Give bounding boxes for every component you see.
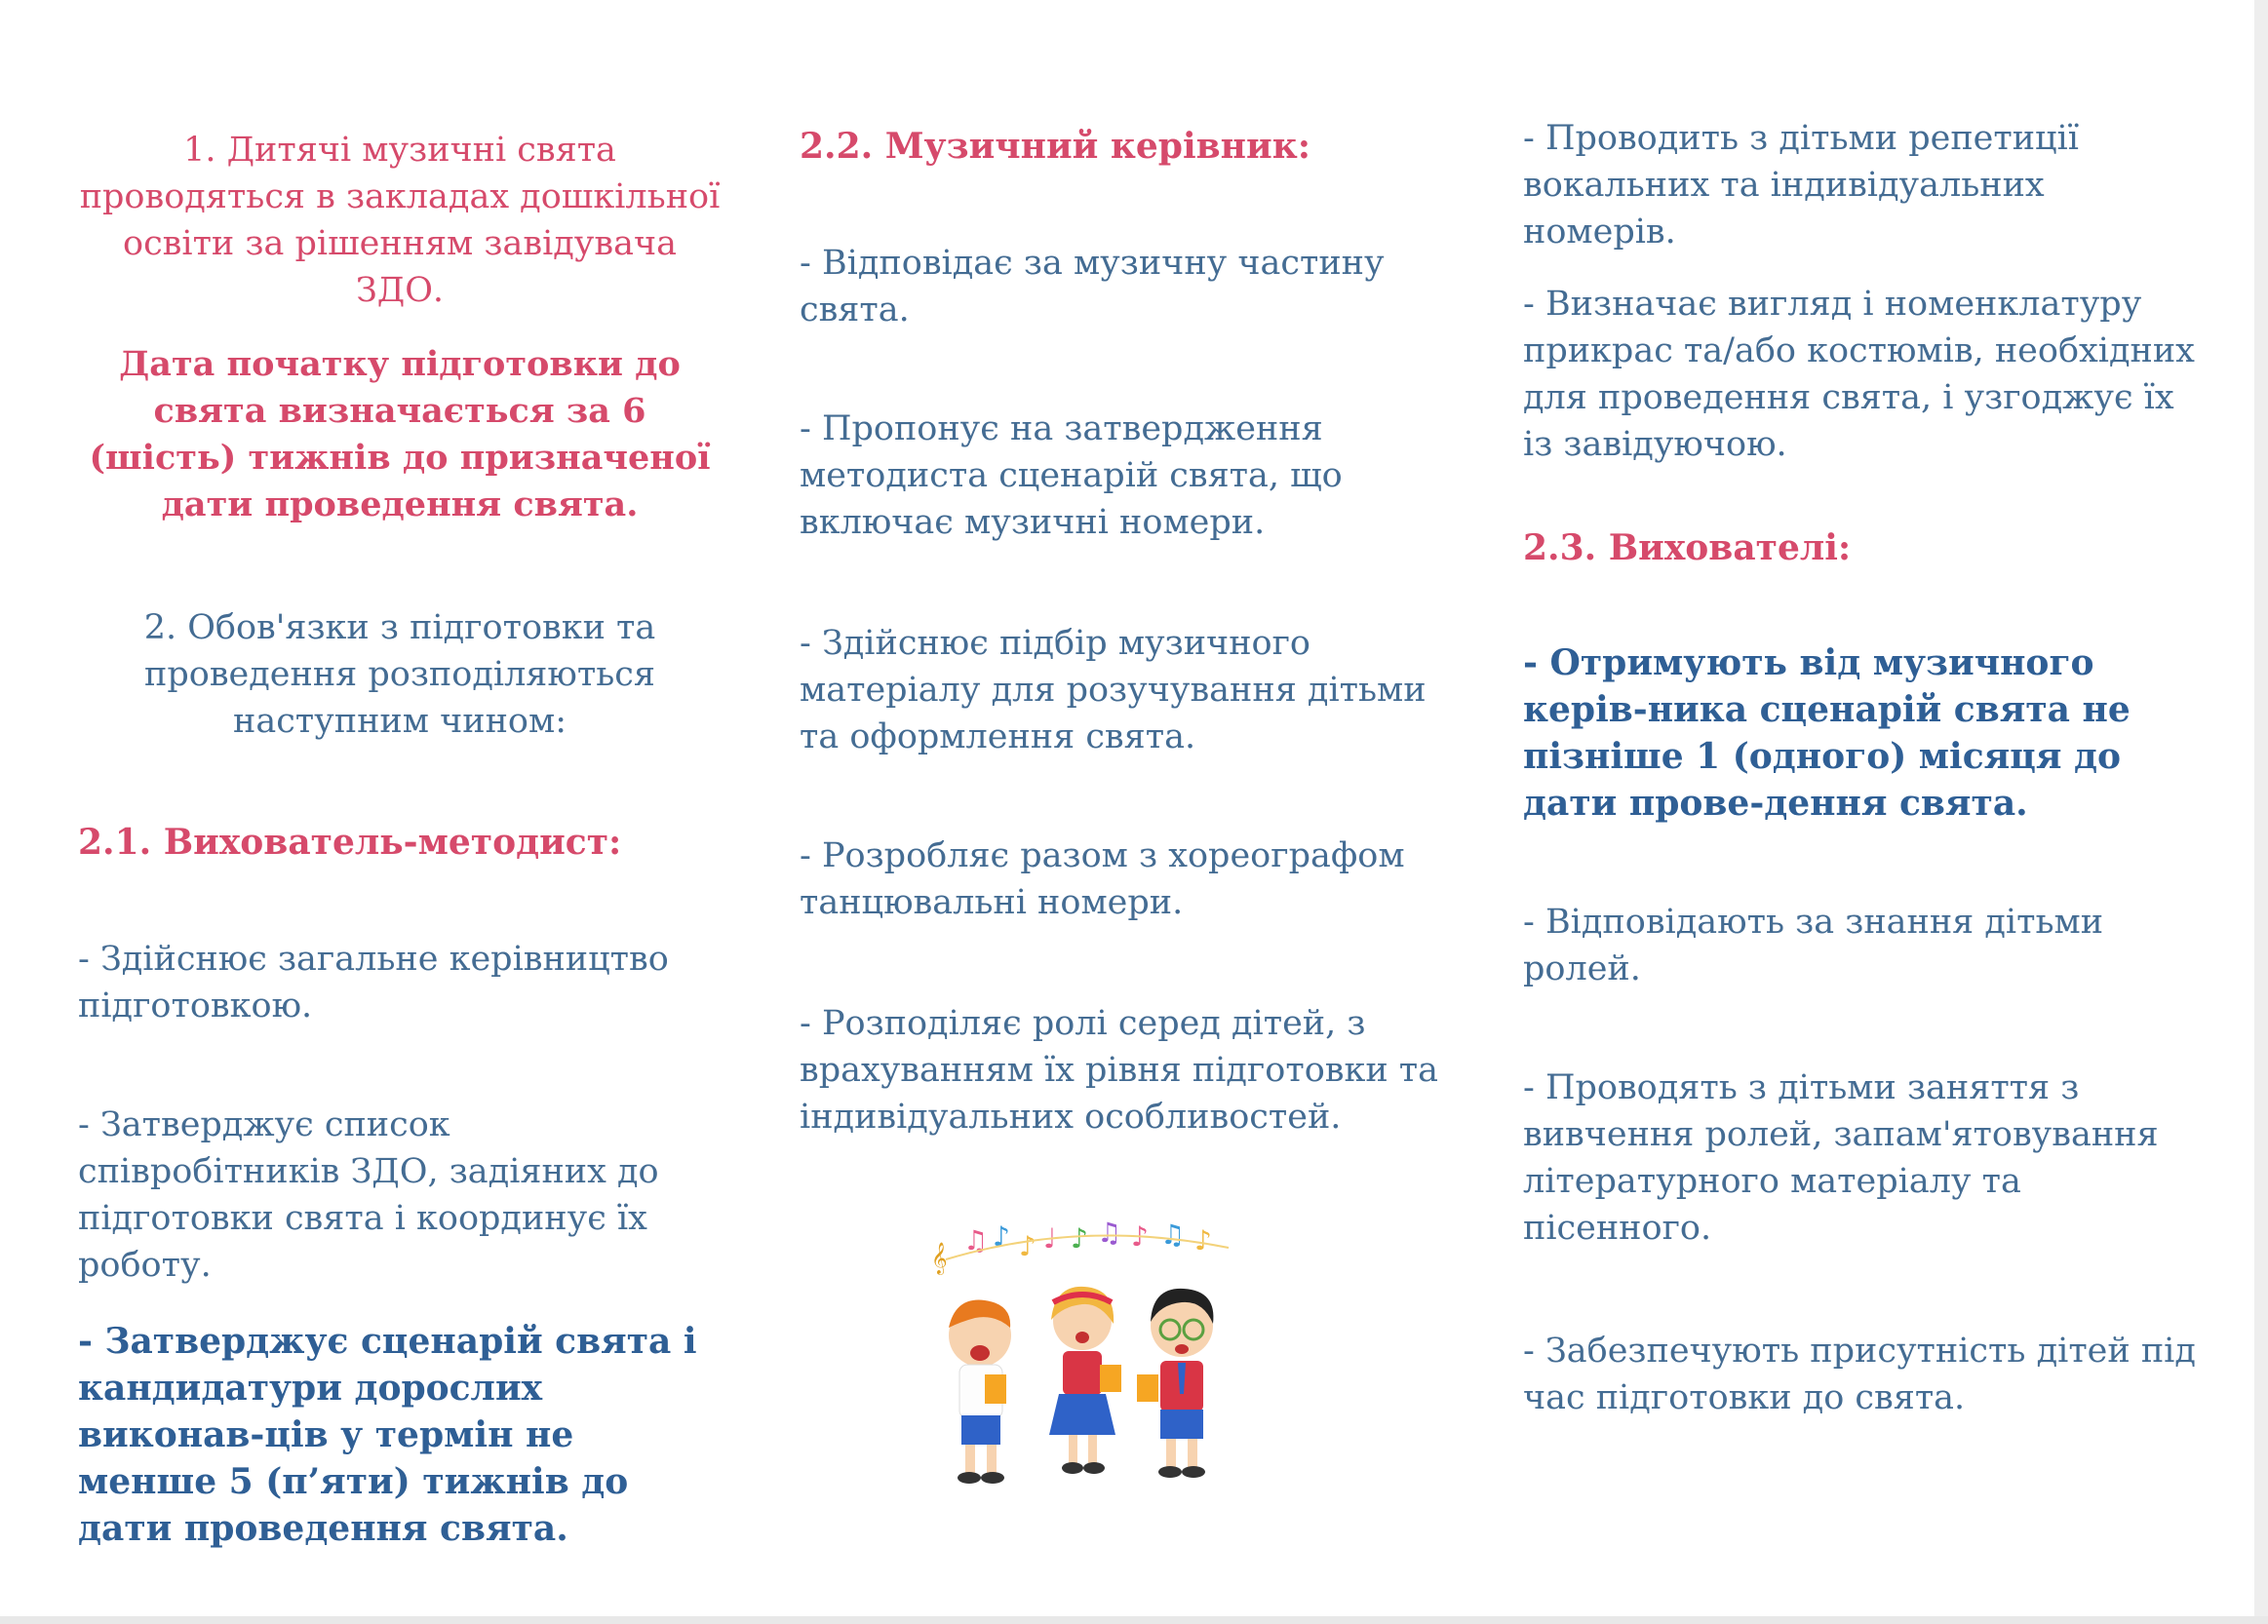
- methodist-heading: 2.1. Вихователь-методист:: [78, 822, 622, 863]
- svg-text:♪: ♪: [1071, 1222, 1088, 1255]
- svg-text:♫: ♫: [1097, 1218, 1122, 1249]
- music-notes-illustration: [926, 1218, 1248, 1511]
- methodist-item-2: - Затверджує список співробітників ЗДО, задіяних до підготовки свята і координує їх роботу.: [78, 1105, 659, 1285]
- music-director-heading: 2.2. Музичний керівник:: [800, 126, 1311, 167]
- educators-heading: 2.3. Вихователі:: [1523, 527, 1852, 568]
- singing-children-icon: [926, 1218, 1248, 1511]
- page-edge-shadow: [2254, 0, 2268, 1624]
- educators-item-1: - Отримують від музичного керів-ника сценарій свята не пізніше 1 (одного) місяця до дати прове-дення свята.: [1523, 642, 2131, 824]
- preparation-start-paragraph: Дата початку підготовки до свята визначається за 6 (шість) тижнів до призначеної дати проведення свята.: [89, 344, 711, 524]
- music-director-item-1: - Відповідає за музичну частину свята.: [800, 244, 1385, 329]
- page-bottom-edge: [0, 1616, 2268, 1624]
- svg-text:♪: ♪: [1194, 1224, 1212, 1257]
- music-director-item-7: - Визначає вигляд і номенклатуру прикрас та/або костюмів, необхідних для проведення свята, і узгоджує їх із завідуючою.: [1523, 285, 2195, 464]
- svg-text:𝄞: 𝄞: [931, 1242, 948, 1274]
- methodist-item-1: - Здійснює загальне керівництво підготовкою.: [78, 940, 669, 1025]
- methodist-item-3: - Затверджує сценарій свята і кандидатури дорослих виконав-ців у термін не менше 5 (п’яти) тижнів до дати проведення свята.: [78, 1321, 697, 1549]
- svg-text:♫: ♫: [1160, 1218, 1186, 1251]
- music-director-item-3: - Здійснює підбір музичного матеріалу для розучування дітьми та оформлення свята.: [800, 624, 1427, 756]
- svg-text:♪: ♪: [1019, 1230, 1036, 1262]
- music-director-item-6: - Проводить з дітьми репетиції вокальних та індивідуальних номерів.: [1523, 119, 2079, 251]
- educators-item-3: - Проводять з дітьми заняття з вивчення ролей, запам'ятовування літературного матеріалу та пісенного.: [1523, 1068, 2159, 1248]
- music-director-item-4: - Розробляє разом з хореографом танцювальні номери.: [800, 836, 1405, 922]
- svg-text:♪: ♪: [1131, 1220, 1149, 1253]
- duties-intro-paragraph: 2. Обов'язки з підготовки та проведення розподіляються наступним чином:: [143, 608, 656, 741]
- educators-item-2: - Відповідають за знання дітьми ролей.: [1523, 903, 2104, 988]
- educators-item-4: - Забезпечують присутність дітей під час підготовки до свята.: [1523, 1332, 2196, 1417]
- music-director-item-5: - Розподіляє ролі серед дітей, з врахуванням їх рівня підготовки та індивідуальних особливостей.: [800, 1004, 1439, 1137]
- svg-text:♫: ♫: [963, 1224, 989, 1257]
- svg-text:♪: ♪: [993, 1220, 1010, 1253]
- intro-paragraph: 1. Дитячі музичні свята проводяться в закладах дошкільної освіти за рішенням завідувача ЗДО.: [79, 131, 721, 310]
- music-director-item-2: - Пропонує на затвердження методиста сценарій свята, що включає музичні номери.: [800, 409, 1343, 542]
- svg-text:♩: ♩: [1043, 1222, 1057, 1255]
